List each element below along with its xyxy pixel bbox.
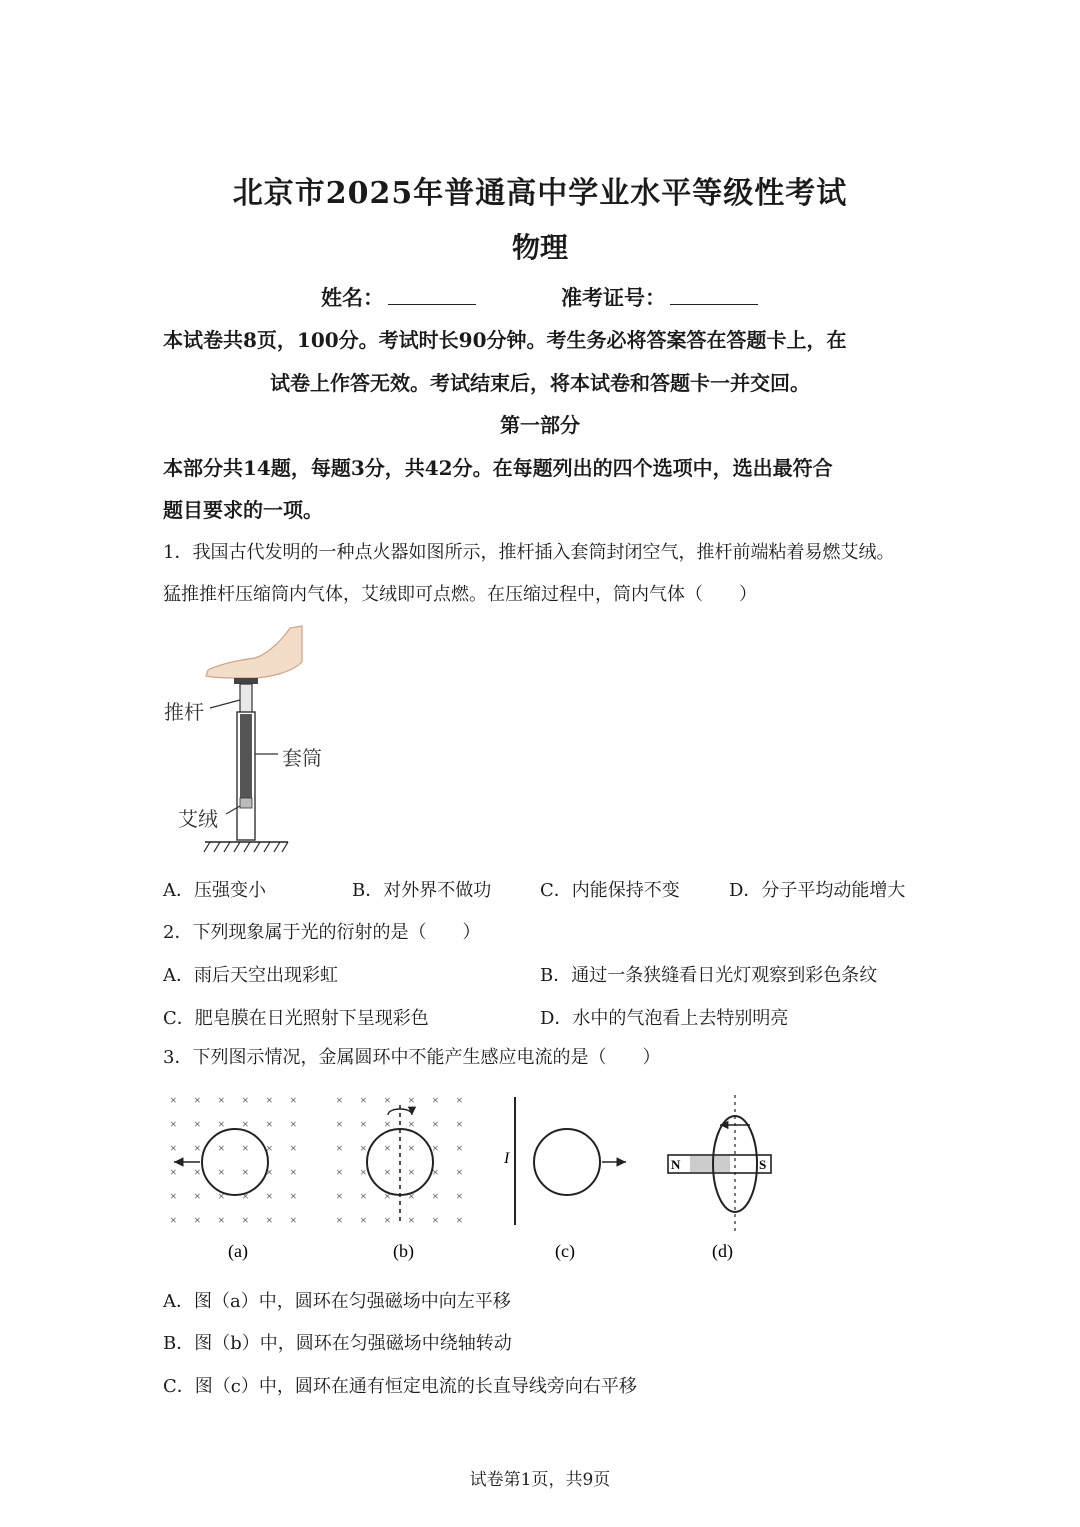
field-cross: × bbox=[360, 1213, 367, 1227]
field-cross: × bbox=[408, 1189, 415, 1203]
field-cross: × bbox=[290, 1189, 297, 1203]
q1-stem-line1: 1．我国古代发明的一种点火器如图所示，推杆插入套筒封闭空气，推杆前端粘着易燃艾绒。 bbox=[163, 542, 895, 563]
field-cross: × bbox=[194, 1093, 201, 1107]
fig-label-d: (d) bbox=[712, 1241, 733, 1261]
push-rod bbox=[240, 684, 252, 714]
field-cross: × bbox=[290, 1165, 297, 1179]
field-cross: × bbox=[336, 1141, 343, 1155]
q3-stem: 3．下列图示情况，金属圆环中不能产生感应电流的是（ ） bbox=[163, 1047, 661, 1068]
field-cross: × bbox=[170, 1093, 177, 1107]
field-cross: × bbox=[194, 1117, 201, 1131]
fig-label-a: (a) bbox=[228, 1241, 248, 1261]
field-cross: × bbox=[218, 1189, 225, 1203]
field-cross: × bbox=[266, 1189, 273, 1203]
field-cross: × bbox=[242, 1117, 249, 1131]
q3-figures bbox=[160, 1085, 800, 1270]
page-footer: 试卷第1页，共9页 bbox=[469, 1470, 611, 1490]
ring-c bbox=[534, 1129, 600, 1195]
field-cross: × bbox=[218, 1165, 225, 1179]
fig-label-c: (c) bbox=[555, 1241, 575, 1261]
name-label: 姓名： bbox=[321, 285, 384, 310]
field-cross: × bbox=[170, 1213, 177, 1227]
exam-title: 北京市2025年普通高中学业水平等级性考试 bbox=[232, 176, 848, 211]
field-cross: × bbox=[456, 1189, 463, 1203]
field-cross: × bbox=[432, 1189, 439, 1203]
field-cross: × bbox=[266, 1213, 273, 1227]
subject-title: 物理 bbox=[511, 231, 568, 264]
field-cross: × bbox=[218, 1117, 225, 1131]
field-cross: × bbox=[360, 1141, 367, 1155]
name-field bbox=[321, 282, 476, 312]
field-cross: × bbox=[266, 1141, 273, 1155]
field-cross: × bbox=[218, 1141, 225, 1155]
rod-cap bbox=[234, 678, 258, 684]
field-cross: × bbox=[266, 1117, 273, 1131]
field-cross: × bbox=[384, 1213, 391, 1227]
field-cross: × bbox=[218, 1213, 225, 1227]
q1-option-c[interactable]: C．内能保持不变 bbox=[540, 880, 680, 901]
field-cross: × bbox=[194, 1141, 201, 1155]
field-cross: × bbox=[242, 1213, 249, 1227]
q2-option-d[interactable]: D．水中的气泡看上去特别明亮 bbox=[540, 1008, 789, 1029]
field-cross: × bbox=[170, 1117, 177, 1131]
field-cross: × bbox=[266, 1165, 273, 1179]
q1-option-d[interactable]: D．分子平均动能增大 bbox=[729, 880, 906, 901]
field-cross: × bbox=[384, 1093, 391, 1107]
field-cross: × bbox=[360, 1165, 367, 1179]
part-desc-line1: 本部分共14题，每题3分，共42分。在每题列出的四个选项中，选出最符合 bbox=[163, 456, 833, 480]
label-tinder: 艾绒 bbox=[178, 807, 218, 831]
field-cross: × bbox=[360, 1093, 367, 1107]
q1-option-b[interactable]: B．对外界不做功 bbox=[352, 880, 492, 901]
q2-option-b[interactable]: B．通过一条狭缝看日光灯观察到彩色条纹 bbox=[540, 965, 878, 986]
ground-hatch bbox=[204, 842, 288, 852]
rod-inside bbox=[240, 714, 252, 798]
q3-option-a[interactable]: A．图（a）中，圆环在匀强磁场中向左平移 bbox=[163, 1291, 511, 1312]
field-cross: × bbox=[170, 1165, 177, 1179]
field-cross: × bbox=[218, 1093, 225, 1107]
instructions-line1: 本试卷共8页，100分。考试时长90分钟。考生务必将答案答在答题卡上，在 bbox=[163, 328, 847, 352]
magnet-s: S bbox=[759, 1157, 767, 1172]
q1-stem-line2: 猛推推杆压缩筒内气体，艾绒即可点燃。在压缩过程中，筒内气体（ ） bbox=[163, 584, 757, 605]
label-tube: 套筒 bbox=[282, 746, 322, 770]
q1-option-a[interactable]: A．压强变小 bbox=[163, 880, 266, 901]
rod-leader bbox=[210, 700, 240, 708]
field-cross: × bbox=[456, 1141, 463, 1155]
part-heading: 第一部分 bbox=[500, 413, 580, 437]
field-cross: × bbox=[456, 1093, 463, 1107]
q2-option-c[interactable]: C．肥皂膜在日光照射下呈现彩色 bbox=[163, 1008, 429, 1029]
field-a-crosses bbox=[170, 1093, 297, 1227]
ring-a bbox=[202, 1129, 268, 1195]
field-cross: × bbox=[336, 1189, 343, 1203]
field-cross: × bbox=[290, 1093, 297, 1107]
field-cross: × bbox=[336, 1093, 343, 1107]
field-cross: × bbox=[408, 1213, 415, 1227]
id-blank bbox=[670, 284, 758, 305]
field-cross: × bbox=[384, 1141, 391, 1155]
field-cross: × bbox=[432, 1093, 439, 1107]
field-cross: × bbox=[408, 1141, 415, 1155]
tinder-block bbox=[240, 798, 252, 808]
field-cross: × bbox=[336, 1165, 343, 1179]
field-cross: × bbox=[384, 1189, 391, 1203]
q3-option-b[interactable]: B．图（b）中，圆环在匀强磁场中绕轴转动 bbox=[163, 1333, 512, 1354]
field-cross: × bbox=[432, 1213, 439, 1227]
hand-icon bbox=[206, 626, 302, 678]
field-cross: × bbox=[242, 1093, 249, 1107]
field-cross: × bbox=[456, 1117, 463, 1131]
field-cross: × bbox=[290, 1213, 297, 1227]
field-cross: × bbox=[170, 1141, 177, 1155]
magnet-n: N bbox=[671, 1157, 681, 1172]
field-cross: × bbox=[266, 1093, 273, 1107]
magnet-shade bbox=[690, 1156, 730, 1172]
field-cross: × bbox=[336, 1117, 343, 1131]
field-cross: × bbox=[194, 1213, 201, 1227]
part-desc-line2: 题目要求的一项。 bbox=[163, 498, 323, 522]
fig-label-b: (b) bbox=[393, 1241, 414, 1261]
field-cross: × bbox=[290, 1141, 297, 1155]
id-field bbox=[561, 282, 758, 312]
field-cross: × bbox=[408, 1117, 415, 1131]
name-blank bbox=[388, 284, 476, 305]
instructions-line2: 试卷上作答无效。考试结束后，将本试卷和答题卡一并交回。 bbox=[270, 371, 810, 395]
field-cross: × bbox=[408, 1165, 415, 1179]
field-cross: × bbox=[432, 1117, 439, 1131]
field-cross: × bbox=[194, 1165, 201, 1179]
field-cross: × bbox=[384, 1117, 391, 1131]
label-rod: 推杆 bbox=[164, 700, 204, 724]
field-cross: × bbox=[408, 1093, 415, 1107]
current-label-c: I bbox=[504, 1150, 510, 1167]
field-cross: × bbox=[242, 1165, 249, 1179]
field-cross: × bbox=[360, 1189, 367, 1203]
field-cross: × bbox=[242, 1189, 249, 1203]
q2-stem: 2．下列现象属于光的衍射的是（ ） bbox=[163, 922, 481, 943]
field-cross: × bbox=[290, 1117, 297, 1131]
field-cross: × bbox=[432, 1165, 439, 1179]
field-cross: × bbox=[242, 1141, 249, 1155]
field-cross: × bbox=[170, 1189, 177, 1203]
field-cross: × bbox=[384, 1165, 391, 1179]
field-cross: × bbox=[194, 1189, 201, 1203]
q2-option-a[interactable]: A．雨后天空出现彩虹 bbox=[163, 965, 338, 986]
field-cross: × bbox=[360, 1117, 367, 1131]
id-label: 准考证号： bbox=[561, 285, 666, 310]
field-cross: × bbox=[456, 1165, 463, 1179]
field-cross: × bbox=[432, 1141, 439, 1155]
field-cross: × bbox=[456, 1213, 463, 1227]
q3-option-c[interactable]: C．图（c）中，圆环在通有恒定电流的长直导线旁向右平移 bbox=[163, 1376, 637, 1397]
field-cross: × bbox=[336, 1213, 343, 1227]
